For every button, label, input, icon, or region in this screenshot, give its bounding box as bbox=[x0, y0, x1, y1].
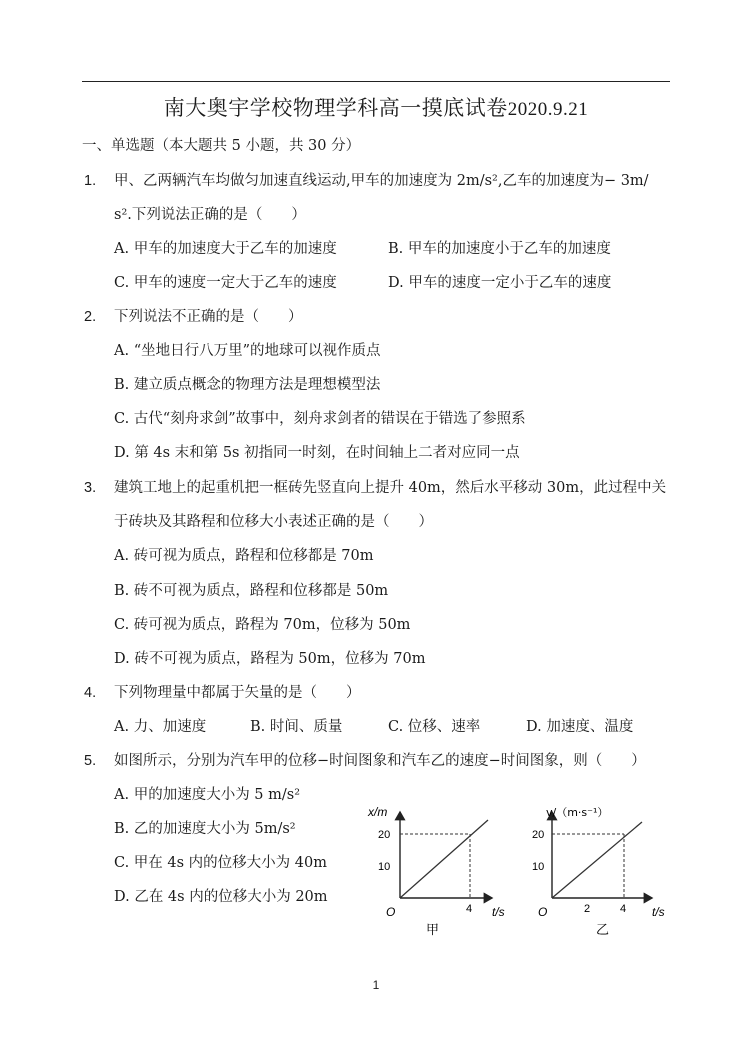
option-c: C. 砖可视为质点，路程为 70m，位移为 50m bbox=[114, 617, 411, 633]
option-b: B. 乙的加速度大小为 5m/s² bbox=[114, 821, 296, 837]
x-tick-label: 2 bbox=[584, 903, 591, 915]
option-d: D. 第 4s 末和第 5s 初指同一时刻，在时间轴上二者对应同一点 bbox=[114, 445, 520, 461]
y-axis-label: x/m bbox=[368, 805, 388, 819]
question-number: 5. bbox=[84, 753, 97, 769]
origin-label: O bbox=[386, 905, 396, 919]
question-stem: 建筑工地上的起重机把一框砖先竖直向上提升 40m，然后水平移动 30m，此过程中关 bbox=[114, 480, 667, 496]
page-title bbox=[0, 92, 752, 122]
option-a: A. “坐地日行八万里”的地球可以视作质点 bbox=[114, 343, 381, 359]
y-axis-label: v/（m·s⁻¹） bbox=[546, 806, 609, 819]
option-a: A. 甲的加速度大小为 5 m/s² bbox=[114, 787, 301, 803]
header-rule bbox=[82, 81, 670, 82]
option-b: B. 砖不可视为质点，路程和位移都是 50m bbox=[114, 583, 389, 599]
question-number: 1. bbox=[84, 173, 97, 189]
option-c: C. 位移、速率 bbox=[388, 719, 481, 735]
origin-label: O bbox=[538, 905, 548, 919]
question-number: 3. bbox=[84, 480, 97, 496]
y-tick-label: 10 bbox=[378, 861, 391, 873]
exam-title: 南大奥宇学校物理学科高一摸底试卷 bbox=[163, 96, 508, 120]
question-number: 2. bbox=[84, 309, 97, 325]
figure-caption: 乙 bbox=[596, 923, 610, 938]
option-d: D. 加速度、温度 bbox=[526, 719, 634, 735]
question-stem: 甲、乙两辆汽车均做匀加速直线运动,甲车的加速度为 2m/s²,乙车的加速度为− 3m/ bbox=[114, 173, 649, 189]
option-a: A. 力、加速度 bbox=[114, 719, 207, 735]
question-stem: 如图所示，分别为汽车甲的位移−时间图象和汽车乙的速度−时间图象，则（ ） bbox=[114, 753, 646, 769]
option-b: B. 时间、质量 bbox=[250, 719, 343, 735]
x-axis-label: t/s bbox=[652, 905, 665, 919]
option-c: C. 古代“刻舟求剑”故事中，刻舟求剑者的错误在于错选了参照系 bbox=[114, 411, 526, 427]
option-d: D. 乙在 4s 内的位移大小为 20m bbox=[114, 889, 328, 905]
x-tick-label: 4 bbox=[466, 903, 473, 915]
question-stem: 下列物理量中都属于矢量的是（ ） bbox=[114, 685, 361, 701]
y-tick-label: 20 bbox=[532, 829, 545, 841]
question-stem-continued: 于砖块及其路程和位移大小表述正确的是（ ） bbox=[114, 514, 433, 530]
option-b: B. 甲车的加速度小于乙车的加速度 bbox=[388, 241, 611, 257]
y-tick-label: 10 bbox=[532, 861, 545, 873]
question-stem-continued: s².下列说法正确的是（ ） bbox=[114, 207, 306, 223]
option-d: D. 甲车的速度一定小于乙车的速度 bbox=[388, 275, 612, 291]
x-axis-label: t/s bbox=[492, 905, 505, 919]
figure-yi-velocity-time bbox=[522, 800, 677, 940]
section-heading: 一、单选题（本大题共 5 小题，共 30 分） bbox=[82, 138, 361, 154]
option-c: C. 甲在 4s 内的位移大小为 40m bbox=[114, 855, 327, 871]
data-line bbox=[552, 822, 642, 898]
figure-caption: 甲 bbox=[426, 923, 440, 938]
figure-jia-displacement-time bbox=[360, 800, 510, 940]
option-d: D. 砖不可视为质点，路程为 50m，位移为 70m bbox=[114, 651, 426, 667]
data-line bbox=[400, 820, 488, 898]
y-tick-label: 20 bbox=[378, 829, 391, 841]
question-stem: 下列说法不正确的是（ ） bbox=[114, 309, 303, 325]
question-number: 4. bbox=[84, 685, 97, 701]
option-a: A. 甲车的加速度大于乙车的加速度 bbox=[114, 241, 337, 257]
option-a: A. 砖可视为质点，路程和位移都是 70m bbox=[114, 548, 374, 564]
page-number: 1 bbox=[372, 978, 380, 992]
x-tick-label: 4 bbox=[620, 903, 627, 915]
option-c: C. 甲车的速度一定大于乙车的速度 bbox=[114, 275, 337, 291]
option-b: B. 建立质点概念的物理方法是理想模型法 bbox=[114, 377, 381, 393]
exam-date: 2020.9.21 bbox=[507, 99, 589, 120]
